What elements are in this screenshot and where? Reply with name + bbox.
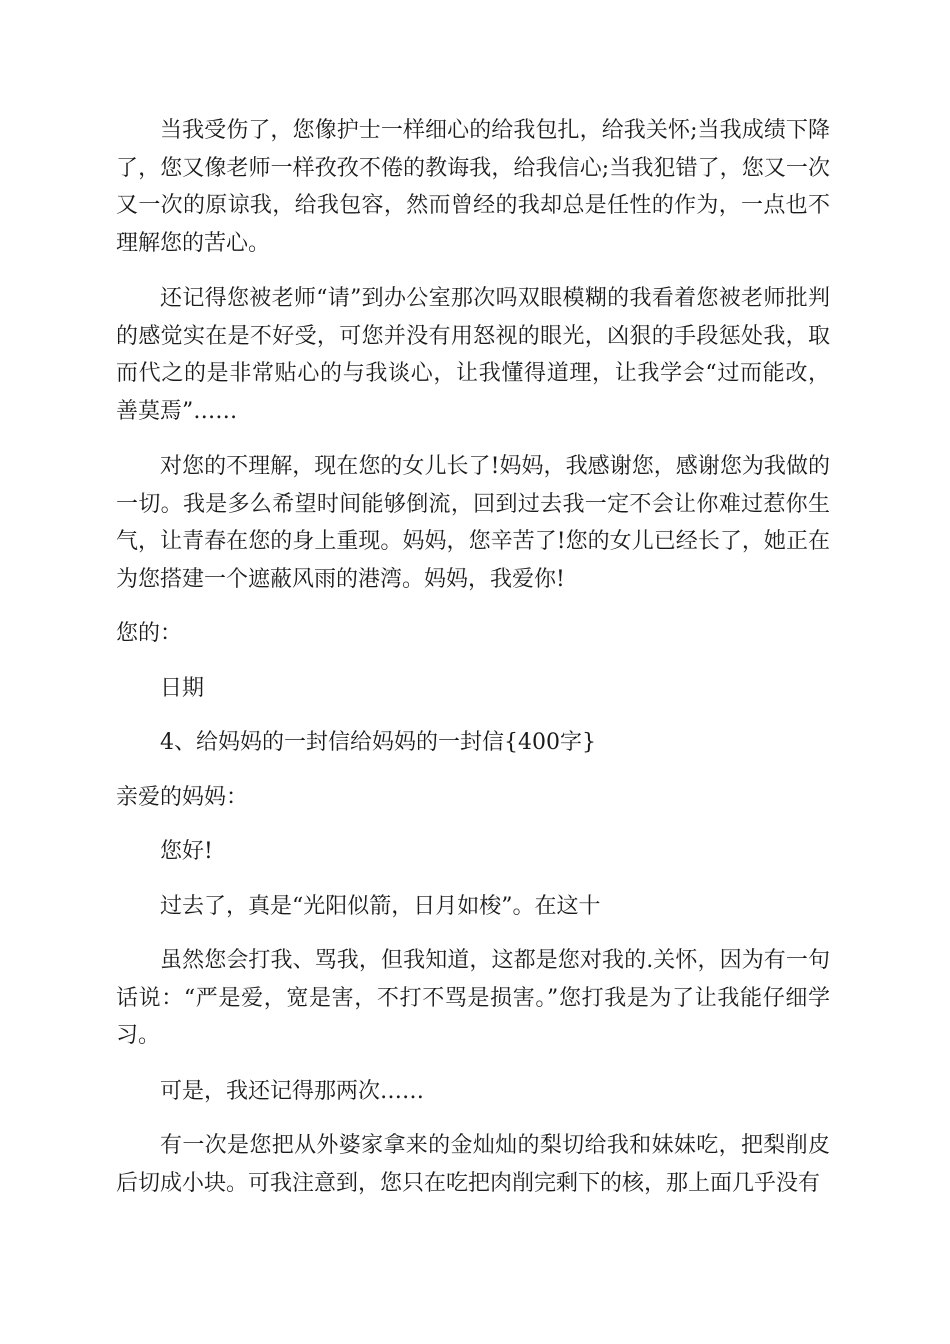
closing-line: 您的：: [116, 621, 183, 646]
paragraph-4: 过去了，真是“光阳似箭，日月如梭”。在这十: [160, 893, 601, 919]
paragraph-7: 有一次是您把从外婆家拿来的金灿灿的梨切给我和妹妹吃，把梨削皮后切成小块。可我注意到，您只在吃把肉削完剩下的核，那上面几乎没有: [116, 1133, 830, 1196]
document-page: [116, 112, 830, 1202]
paragraph-1: 当我受伤了，您像护士一样细心的给我包扎，给我关怀;当我成绩下降了，您又像老师一样孜孜不倦的教诲我，给我信心;当我犯错了，您又一次又一次的原谅我，给我包容，然而曾经的我却总是任性的作为，一点也不理解您的苦心。: [116, 118, 830, 256]
paragraph-6: 可是，我还记得那两次……: [160, 1078, 425, 1104]
date-line: 日期: [160, 675, 205, 701]
greeting: 您好!: [160, 839, 213, 864]
paragraph-5: 虽然您会打我、骂我，但我知道，这都是您对我的.关怀，因为有一句话说：“严是爱，宽是害，不打不骂是损害。”您打我是为了让我能仔细学习。: [116, 948, 830, 1048]
paragraph-2: 还记得您被老师“请”到办公室那次吗双眼模糊的我看着您被老师批判的感觉实在是不好受，可您并没有用怒视的眼光，凶狠的手段惩处我，取而代之的是非常贴心的与我谈心，让我懂得道理，让我学会“过而能改，善莫焉”……: [116, 286, 830, 424]
salutation: 亲爱的妈妈：: [116, 784, 249, 810]
paragraph-3: 对您的不理解，现在您的女儿长了!妈妈，我感谢您，感谢您为我做的一切。我是多么希望时间能够倒流，回到过去我一定不会让你难过惹你生气，让青春在您的身上重现。妈妈，您辛苦了!您的女儿已经长了，她正在为您搭建一个遮蔽风雨的港湾。妈妈，我爱你!: [116, 454, 830, 592]
section-heading: 4、给妈妈的一封信给妈妈的一封信{400字}: [160, 730, 596, 755]
